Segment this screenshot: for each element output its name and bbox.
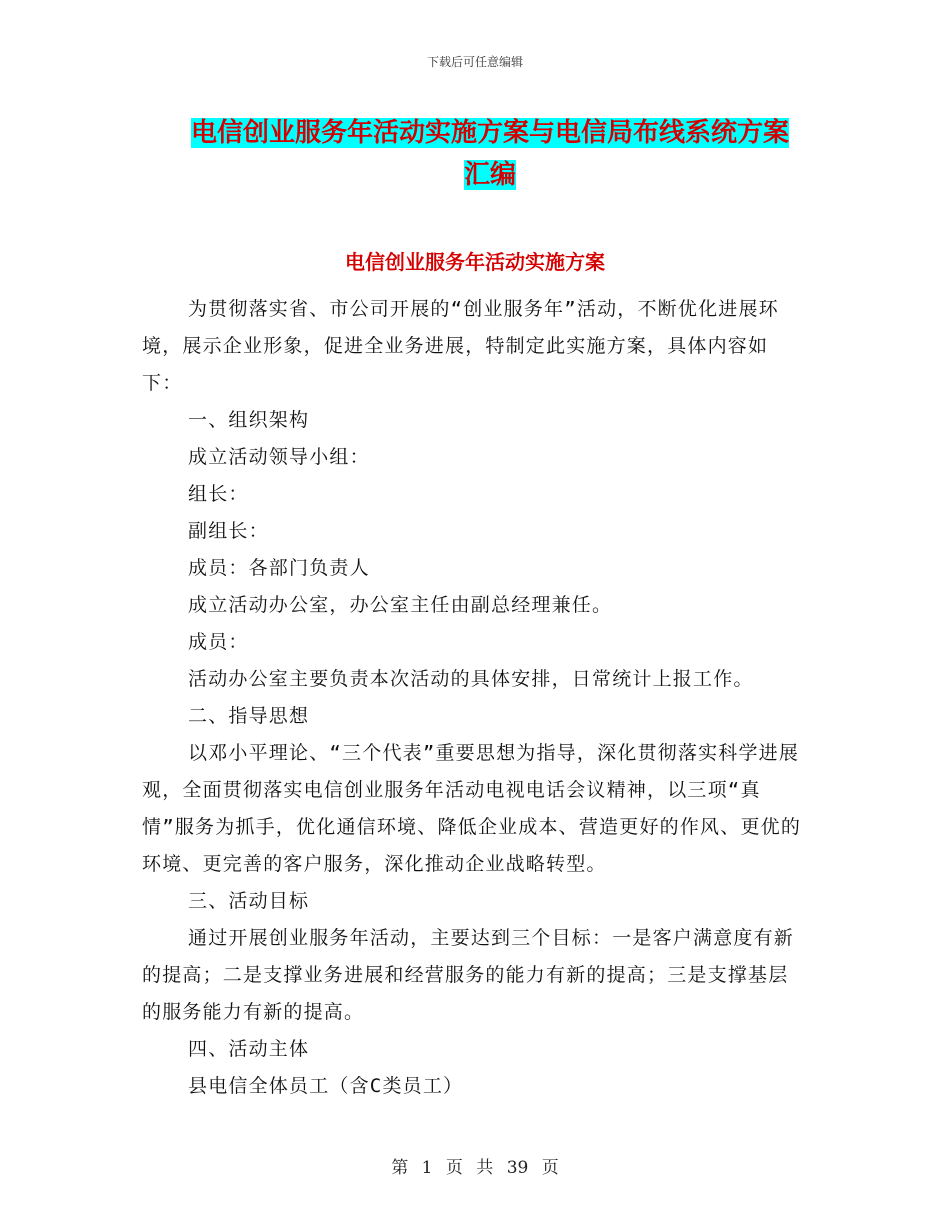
paragraph-group-leader: 组长： (188, 483, 249, 505)
document-body (142, 291, 802, 1105)
paragraph-deputy-leader: 副组长： (188, 520, 269, 542)
paragraph-office-duties: 活动办公室主要负责本次活动的具体安排，日常统计上报工作。 (188, 668, 754, 690)
heading-activity-subject: 四、活动主体 (188, 1038, 310, 1060)
page-number: 第 1 页 共 39 页 (391, 1158, 559, 1178)
paragraph-office-members: 成员： (188, 631, 249, 653)
heading-organization: 一、组织架构 (188, 409, 310, 431)
paragraph-leadership-group: 成立活动领导小组： (188, 446, 370, 468)
paragraph-activity-goals: 通过开展创业服务年活动，主要达到三个目标：一是客户满意度有新的提高；二是支撑业务进展和经营服务的能力有新的提高；三是支撑基层的服务能力有新的提高。 (142, 927, 795, 1023)
document-title-line-2: 汇编 (463, 160, 516, 190)
paragraph-office: 成立活动办公室，办公室主任由副总经理兼任。 (188, 594, 613, 616)
heading-guiding-ideology: 二、指导思想 (188, 705, 310, 727)
page-header-note: 下载后可任意编辑 (426, 55, 523, 69)
paragraph-guiding-ideology: 以邓小平理论、“三个代表”重要思想为指导，深化贯彻落实科学进展观，全面贯彻落实电信创业服务年活动电视电话会议精神，以三项“真情”服务为抓手，优化通信环境、降低企业成本、营造更好的作风、更优的环境、更完善的客户服务，深化推动企业战略转型。 (142, 742, 802, 875)
section-title: 电信创业服务年活动实施方案 (345, 250, 605, 274)
paragraph-intro: 为贯彻落实省、市公司开展的“创业服务年”活动，不断优化进展环境，展示企业形象，促进全业务进展，特制定此实施方案，具体内容如下： (142, 298, 779, 394)
heading-activity-goals: 三、活动目标 (188, 890, 310, 912)
document-title (140, 112, 840, 196)
paragraph-activity-subject: 县电信全体员工（含C类员工） (188, 1075, 464, 1097)
paragraph-members: 成员：各部门负责人 (188, 557, 370, 579)
document-title-line-1: 电信创业服务年活动实施方案与电信局布线系统方案 (190, 118, 789, 148)
